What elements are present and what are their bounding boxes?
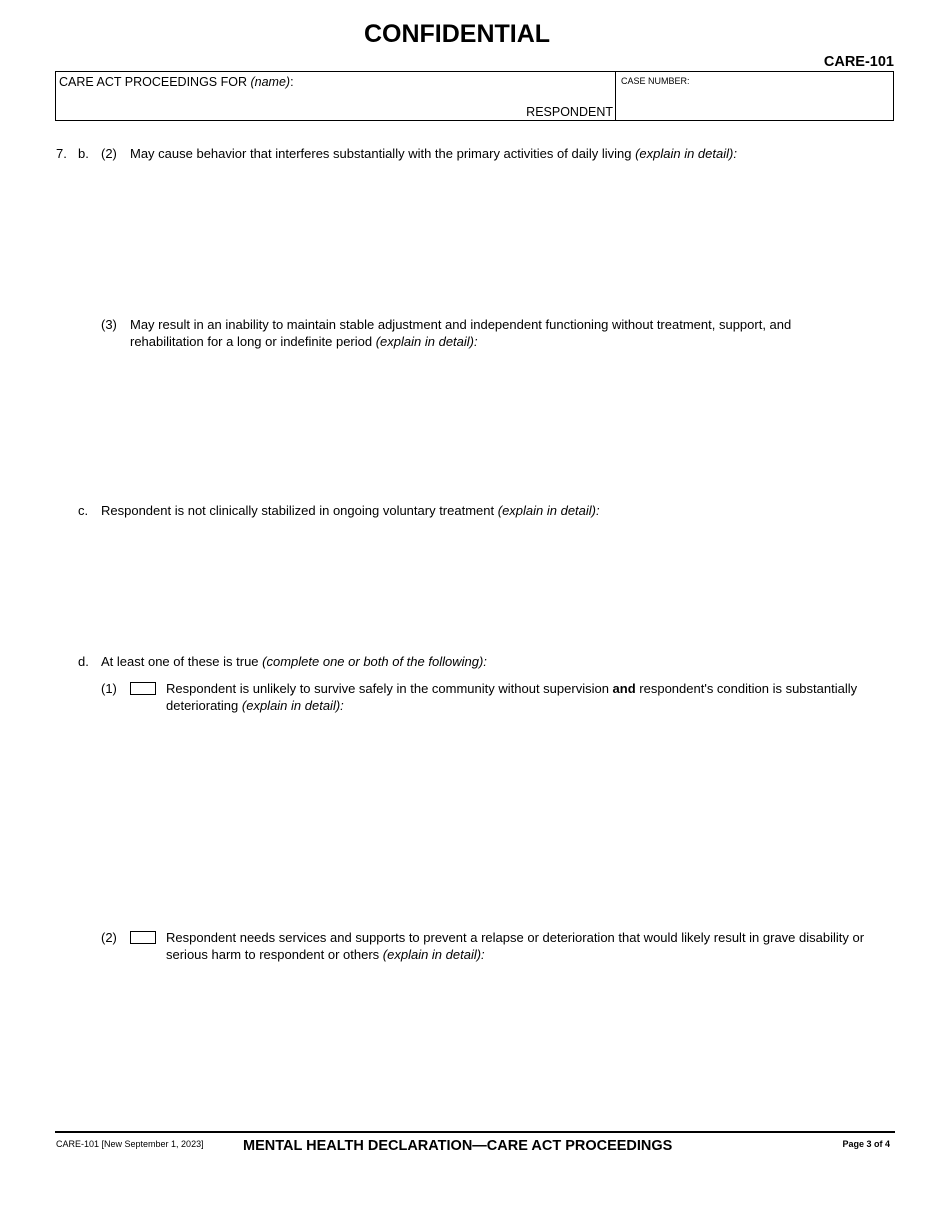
item-b3-number: (3) bbox=[101, 317, 117, 332]
form-code: CARE-101 bbox=[823, 54, 894, 70]
footer-title: MENTAL HEALTH DECLARATION—CARE ACT PROCEEDINGS bbox=[243, 1138, 673, 1154]
item-d-text: At least one of these is true (complete one or both of the following): bbox=[101, 654, 487, 669]
item-c-text: Respondent is not clinically stabilized in ongoing voluntary treatment (explain in detail): bbox=[101, 503, 600, 518]
item-letter-b: b. bbox=[78, 146, 89, 161]
page-title: CONFIDENTIAL bbox=[363, 20, 551, 48]
item-d1-number: (1) bbox=[101, 681, 117, 696]
footer-page-number: Page 3 of 4 bbox=[842, 1139, 890, 1149]
item-d1-answer-area[interactable] bbox=[166, 718, 891, 918]
item-b2-answer-area[interactable] bbox=[130, 166, 890, 306]
item-d2-checkbox[interactable] bbox=[130, 931, 156, 944]
item-b3-answer-area[interactable] bbox=[130, 354, 890, 494]
proceedings-label: CARE ACT PROCEEDINGS FOR (name): bbox=[59, 75, 294, 89]
item-letter-c: c. bbox=[78, 503, 89, 518]
proceedings-field[interactable] bbox=[56, 72, 616, 120]
item-d1-text: Respondent is unlikely to survive safely in the community without supervision and respondent's condition is substantially deteriorating (explain in detail): bbox=[166, 681, 858, 713]
item-letter-d: d. bbox=[78, 654, 89, 669]
item-d1-checkbox[interactable] bbox=[130, 682, 156, 695]
item-b3-text: May result in an inability to maintain stable adjustment and independent functioning without treatment, support, and rehabilitation for a long or indefinite period (explain in detail): bbox=[130, 317, 792, 349]
item-b2-text: May cause behavior that interferes substantially with the primary activities of daily living (explain in detail): bbox=[130, 146, 737, 161]
case-number-label: CASE NUMBER: bbox=[621, 76, 690, 86]
footer-form-id: CARE-101 [New September 1, 2023] bbox=[56, 1139, 204, 1149]
caption-box bbox=[55, 71, 894, 121]
footer-divider bbox=[55, 1131, 895, 1133]
item-b2-number: (2) bbox=[101, 146, 117, 161]
item-d2-number: (2) bbox=[101, 930, 117, 945]
item-number: 7. bbox=[56, 146, 67, 161]
item-d2-answer-area[interactable] bbox=[166, 967, 891, 1122]
respondent-label: RESPONDENT bbox=[526, 105, 613, 119]
item-c-answer-area[interactable] bbox=[101, 523, 891, 648]
item-d2-text: Respondent needs services and supports to prevent a relapse or deterioration that would likely result in grave disability or serious harm to respondent or others (explain in detail): bbox=[166, 930, 865, 962]
